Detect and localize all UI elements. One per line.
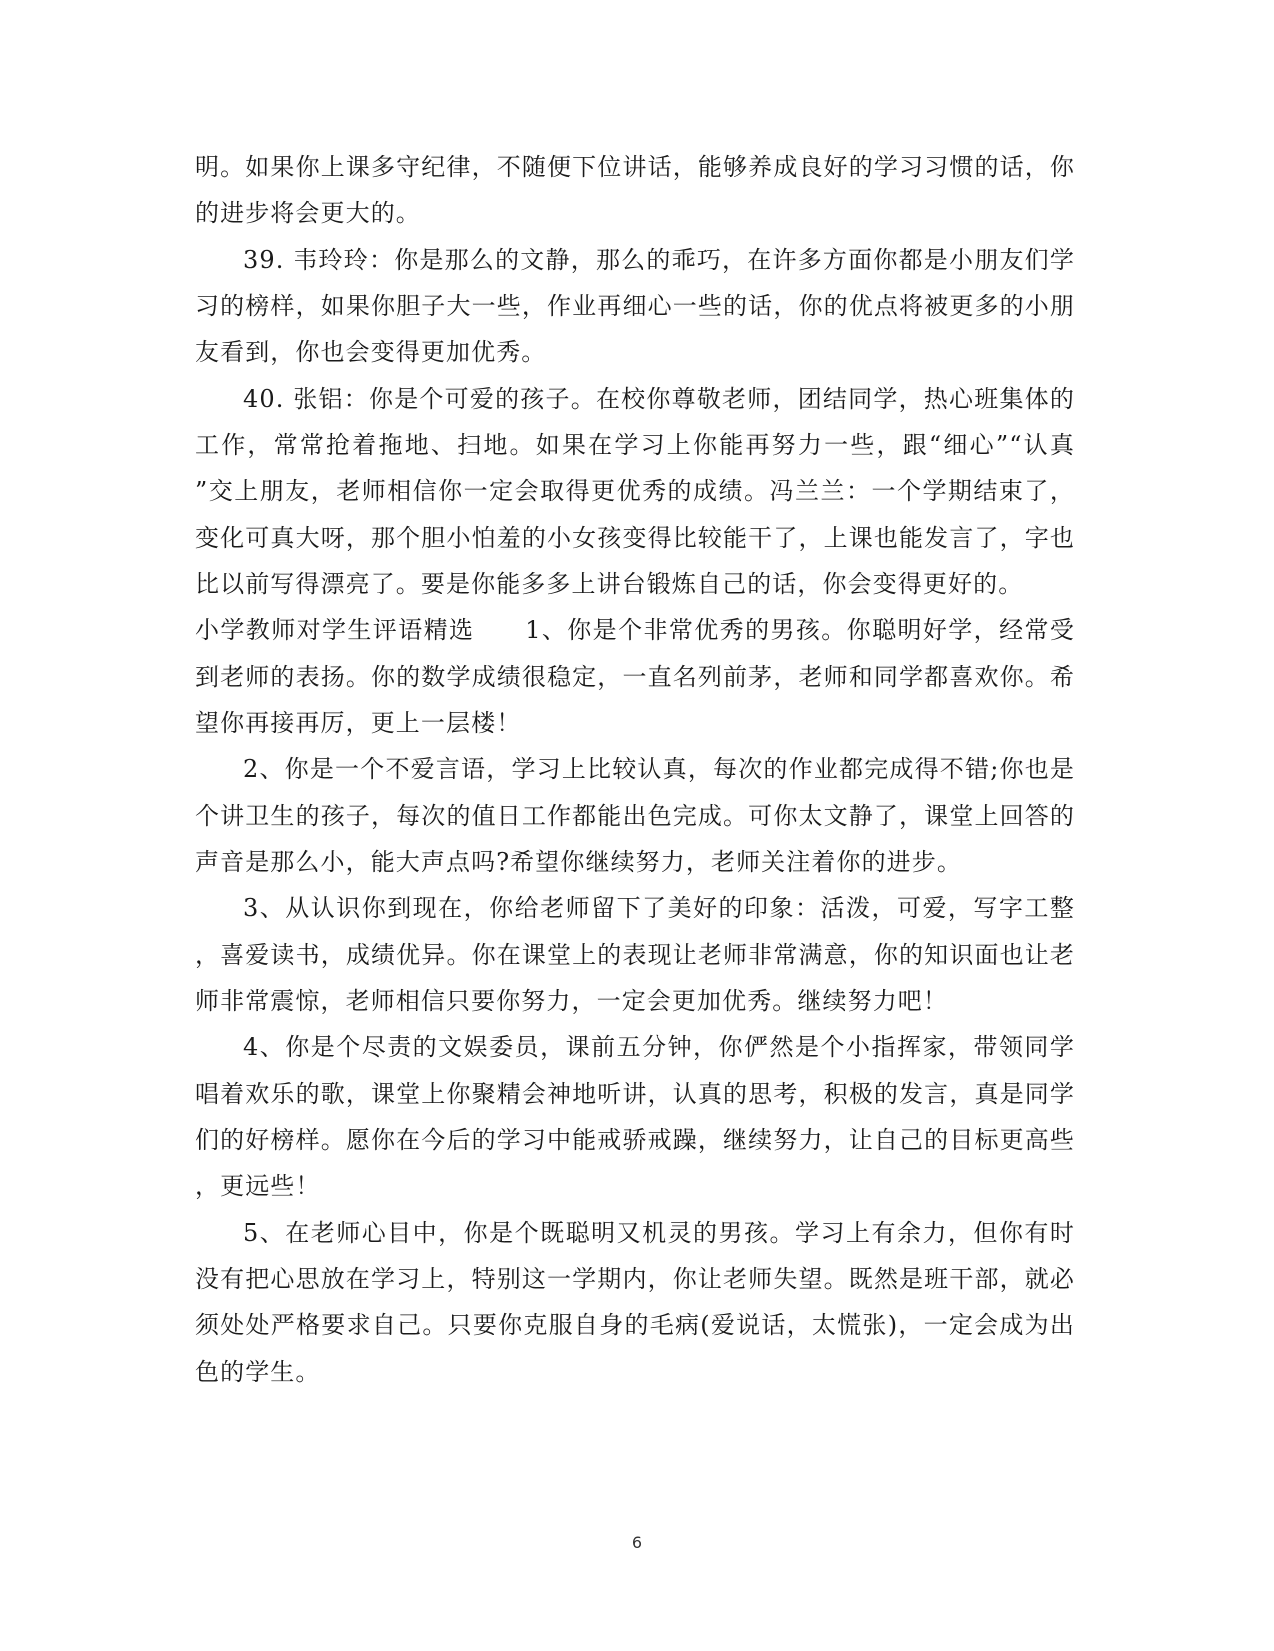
text-line: ，喜爱读书，成绩优异。你在课堂上的表现让老师非常满意，你的知识面也让老 bbox=[195, 941, 1075, 969]
text-line: 工作，常常抢着拖地、扫地。如果在学习上你能再努力一些，跟“细心”“认真 bbox=[195, 431, 1075, 459]
text-line: 5、在老师心目中，你是个既聪明又机灵的男孩。学习上有余力，但你有时 bbox=[243, 1219, 1075, 1247]
text-line: 色的学生。 bbox=[195, 1358, 321, 1386]
text-line: 声音是那么小，能大声点吗?希望你继续努力，老师关注着你的进步。 bbox=[195, 848, 962, 876]
text-line: 友看到，你也会变得更加优秀。 bbox=[195, 338, 547, 366]
text-line: 个讲卫生的孩子，每次的值日工作都能出色完成。可你太文静了，课堂上回答的 bbox=[195, 802, 1075, 830]
text-line: 须处处严格要求自己。只要你克服自身的毛病(爱说话，太慌张)，一定会成为出 bbox=[195, 1311, 1075, 1339]
text-line: 变化可真大呀，那个胆小怕羞的小女孩变得比较能干了，上课也能发言了，字也 bbox=[195, 524, 1075, 552]
text-line: 3、从认识你到现在，你给老师留下了美好的印象：活泼，可爱，写字工整 bbox=[243, 894, 1075, 922]
text-line: 到老师的表扬。你的数学成绩很稳定，一直名列前茅，老师和同学都喜欢你。希 bbox=[195, 663, 1075, 691]
text-line: ，更远些！ bbox=[195, 1172, 321, 1200]
text-line: 40. 张铝：你是个可爱的孩子。在校你尊敬老师，团结同学，热心班集体的 bbox=[243, 385, 1075, 413]
text-line: 习的榜样，如果你胆子大一些，作业再细心一些的话，你的优点将被更多的小朋 bbox=[195, 292, 1075, 320]
text-line: 39. 韦玲玲：你是那么的文静，那么的乖巧，在许多方面你都是小朋友们学 bbox=[243, 246, 1075, 274]
text-line: 师非常震惊，老师相信只要你努力，一定会更加优秀。继续努力吧！ bbox=[195, 987, 948, 1015]
text-line: 小学教师对学生评语精选 1、你是个非常优秀的男孩。你聪明好学，经常受 bbox=[195, 616, 1075, 644]
text-line: 4、你是个尽责的文娱委员，课前五分钟，你俨然是个小指挥家，带领同学 bbox=[243, 1033, 1075, 1061]
text-line: ”交上朋友，老师相信你一定会取得更优秀的成绩。冯兰兰：一个学期结束了， bbox=[195, 477, 1075, 505]
page-number: 6 bbox=[631, 1533, 643, 1552]
text-line: 没有把心思放在学习上，特别这一学期内，你让老师失望。既然是班干部，就必 bbox=[195, 1265, 1075, 1293]
text-line: 唱着欢乐的歌，课堂上你聚精会神地听讲，认真的思考，积极的发言，真是同学 bbox=[195, 1080, 1075, 1108]
text-line: 望你再接再厉，更上一层楼！ bbox=[195, 709, 522, 737]
text-line: 明。如果你上课多守纪律，不随便下位讲话，能够养成良好的学习习惯的话，你 bbox=[195, 153, 1075, 181]
text-line: 的进步将会更大的。 bbox=[195, 199, 421, 227]
text-line: 们的好榜样。愿你在今后的学习中能戒骄戒躁，继续努力，让自己的目标更高些 bbox=[195, 1126, 1075, 1154]
text-line: 比以前写得漂亮了。要是你能多多上讲台锻炼自己的话，你会变得更好的。 bbox=[195, 570, 1024, 598]
text-line: 2、你是一个不爱言语，学习上比较认真，每次的作业都完成得不错;你也是 bbox=[243, 755, 1075, 783]
